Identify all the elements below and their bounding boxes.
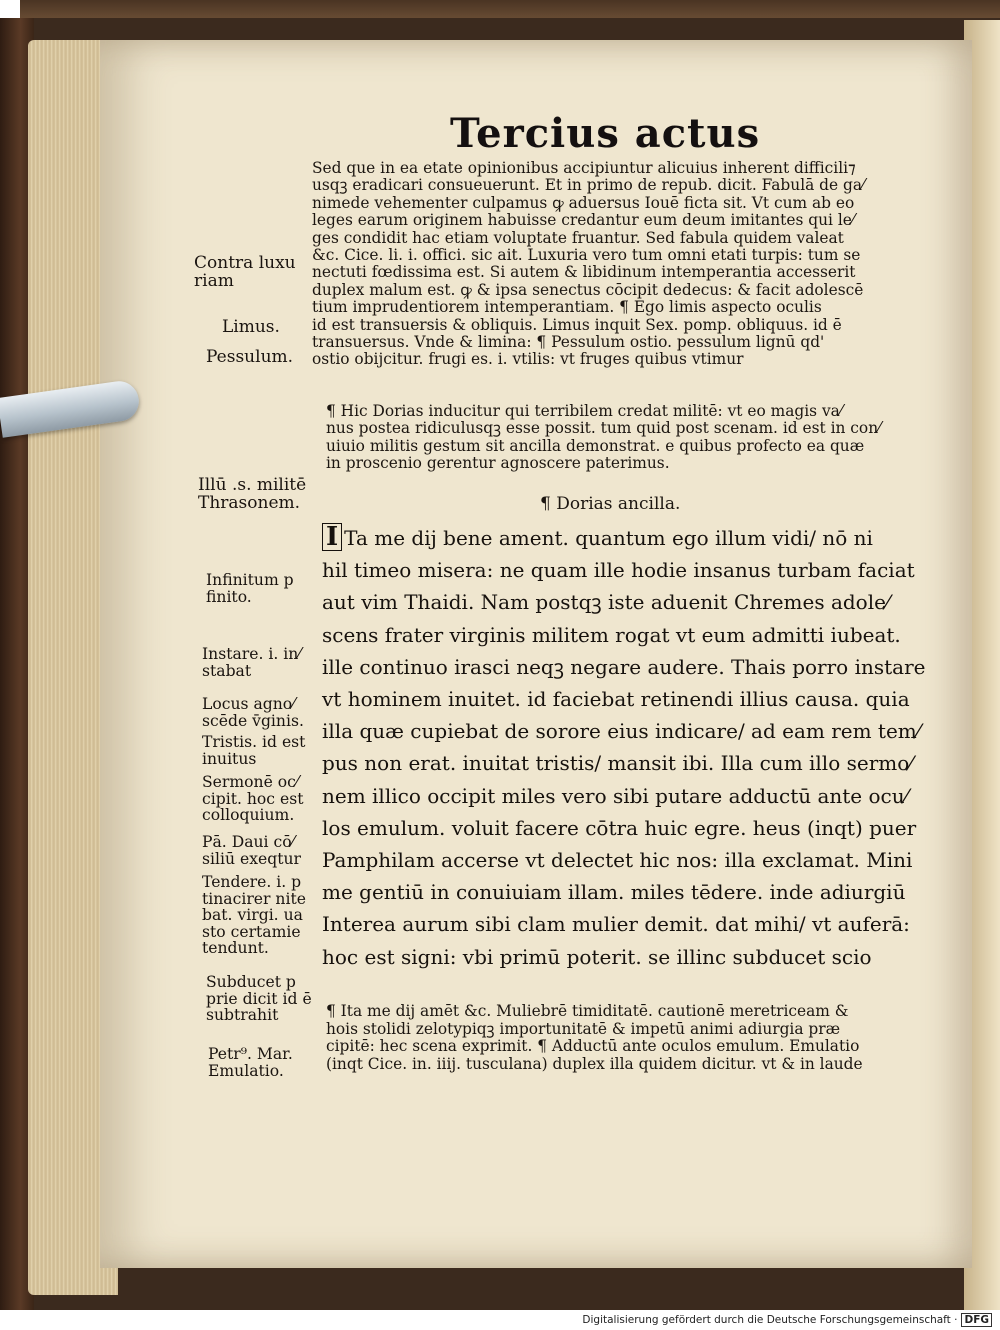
credit-text: Digitalisierung gefördert durch die Deutsche Forschungsgemeinschaft · [582,1314,958,1326]
margin-note-limus: Limus. [222,317,280,337]
margin-note-petrus [208,1046,293,1079]
argument-line: ¶ Hic Dorias inducitur qui terribilem credat militē: vt eo magis va⁄ [326,402,843,420]
commentary-line: ges condidit hac etiam voluptate fruantur. Sed fabula quidem valeat [312,228,844,247]
margin-line: cipit. hoc est [202,789,304,808]
margin-note-instare [202,646,301,679]
play-line: Pamphilam accerse vt delectet hic nos: illa exclamat. Mini [322,848,913,873]
play-line: hoc est signi: vbi primū poterit. se illinc subducet scio [322,944,872,969]
margin-note-contra-luxuriam [194,254,296,290]
margin-note-pessulum: Pessulum. [206,347,294,367]
commentary-line: hois stolidi zelotypiqꝫ importunitatē & impetū animi adiurgia præ [326,1019,841,1038]
commentary-line: (inqt Cice. in. iiij. tusculana) duplex illa quidem dicitur. vt & in laude [326,1054,863,1073]
margin-line: prie dicit id ē [206,989,312,1008]
margin-line: tendunt. [202,939,269,957]
scene-argument [326,403,912,473]
play-line: me gentiū in conuiuiam illam. miles tēdere. inde adiurgiū [322,880,906,905]
margin-line: Emulatio. [208,1061,284,1080]
margin-note-infinitum [206,572,294,605]
play-line: pus non erat. inuitat tristis/ mansit ibi. Illa cum illo sermo⁄ [322,751,913,776]
page-title: Tercius actus [450,110,761,157]
margin-line: tinacirer nite [202,889,306,908]
argument-line: uiuio militis gestum sit ancilla demonstrat. e quibus profecto ea quæ [326,436,865,455]
margin-line: inuitus [202,749,257,768]
initial-letter: I [322,523,342,551]
margin-line: riam [194,271,234,291]
commentary-line: nimede vehementer culpamus ꝙ aduersus Iouē ficta sit. Vt cum ab eo [312,193,855,212]
play-text [322,522,926,973]
margin-line: Infinitum p [206,571,294,589]
play-line: nem illico occipit miles vero sibi putare adductū ante ocu⁄ [322,783,908,808]
play-line [322,522,912,554]
commentary-line: ostio obijcitur. frugi es. i. vtilis: vt fruges quibus vtimur [312,350,744,369]
margin-line: siliū exeqtur [202,849,301,868]
play-line: ille continuo irasci neqꝫ negare audere. Thais porro instare [322,654,926,679]
commentary-line: cipitē: hec scena exprimit. ¶ Adductū ante oculos emulum. Emulatio [326,1037,860,1056]
dfg-logo: DFG [961,1313,992,1327]
play-line: scens frater virginis militem rogat vt eum admitti iubeat. [322,622,901,647]
commentary-line: usqꝫ eradicari consueuerunt. Et in primo de repub. dicit. Fabulā de ga⁄ [312,176,865,195]
commentary-line: leges earum originem habuisse credantur eum deum imitantes qui le⁄ [312,211,855,230]
speaker-heading: ¶ Dorias ancilla. [540,494,681,514]
play-line-text: Ta me dij bene ament. quantum ego illum vidi/ nō ni [344,526,873,550]
margin-note-tristis [202,734,305,767]
margin-line: Petr⁹. Mar. [208,1045,293,1063]
margin-line: Contra luxu [194,253,296,273]
margin-line: Thrasonem. [198,493,301,513]
play-line: Interea aurum sibi clam mulier demit. dat mihi/ vt auferā: [322,912,910,937]
argument-line: nus postea ridiculusqꝫ esse possit. tum quid post scenam. id est in con⁄ [326,419,881,438]
bottom-commentary [326,1003,916,1073]
margin-line: subtrahit [206,1006,279,1024]
margin-note-locus [202,696,304,729]
play-line: los emulum. voluit facere cōtra huic egre. heus (inqt) puer [322,815,917,840]
digitization-credit [582,1314,992,1326]
margin-note-illum-militem [198,476,306,512]
margin-line: finito. [206,587,252,606]
play-line: vt hominem inuitet. id faciebat retinendi illius causa. quia [322,687,910,712]
commentary-line: transuersus. Vnde & limina: ¶ Pessulum ostio. pessulum lignū qd' [312,333,825,352]
margin-line: stabat [202,661,252,680]
commentary-line: tium imprudentiorem intemperantiam. ¶ Ego limis aspecto oculis [312,298,822,317]
play-line: aut vim Thaidi. Nam postqꝫ iste aduenit Chremes adole⁄ [322,590,890,615]
commentary-block [312,160,912,369]
margin-line: Illū .s. militē [198,475,307,495]
margin-line: colloquium. [202,806,295,824]
margin-note-subducet [206,974,312,1024]
margin-line: Tristis. id est [202,733,306,751]
margin-line: Pā. Daui cō⁄ [202,833,295,851]
margin-note-tendere [202,874,306,957]
commentary-line: id est transuersis & obliquis. Limus inquit Sex. pomp. obliquus. id ē [312,315,842,334]
play-line: hil timeo misera: ne quam ille hodie insanus turbam faciat [322,558,915,583]
margin-line: Locus agno⁄ [202,695,295,713]
margin-line: Tendere. i. p [202,873,302,891]
margin-line: sto certamie [202,922,301,941]
commentary-line: Sed que in ea etate opinionibus accipiuntur alicuius inherent difficili⁊ [312,159,856,177]
argument-line: in proscenio gerentur agnoscere paterimus. [326,454,670,473]
commentary-line: ¶ Ita me dij amēt &c. Muliebrē timiditatē. cautionē meretriceam & [326,1002,849,1020]
commentary-line: nectuti fœdissima est. Si autem & libidinum intemperantia accesserit [312,263,856,282]
margin-line: scēde v̄ginis. [202,711,304,730]
commentary-line: duplex malum est. ꝙ & ipsa senectus cōcipit dedecus: & facit adolescē [312,280,864,299]
margin-line: Instare. i. in⁄ [202,645,301,663]
margin-line: bat. virgi. ua [202,906,303,924]
margin-note-sermonem [202,774,304,824]
play-line: illa quæ cupiebat de sorore eius indicare/ ad eam rem tem⁄ [322,719,921,744]
commentary-line: &c. Cice. li. i. offici. sic ait. Luxuria vero tum omni etati turpis: tum se [312,246,861,265]
margin-note-pa-daui [202,834,301,867]
margin-line: Subducet p [206,973,296,991]
margin-line: Sermonē oc⁄ [202,773,299,791]
